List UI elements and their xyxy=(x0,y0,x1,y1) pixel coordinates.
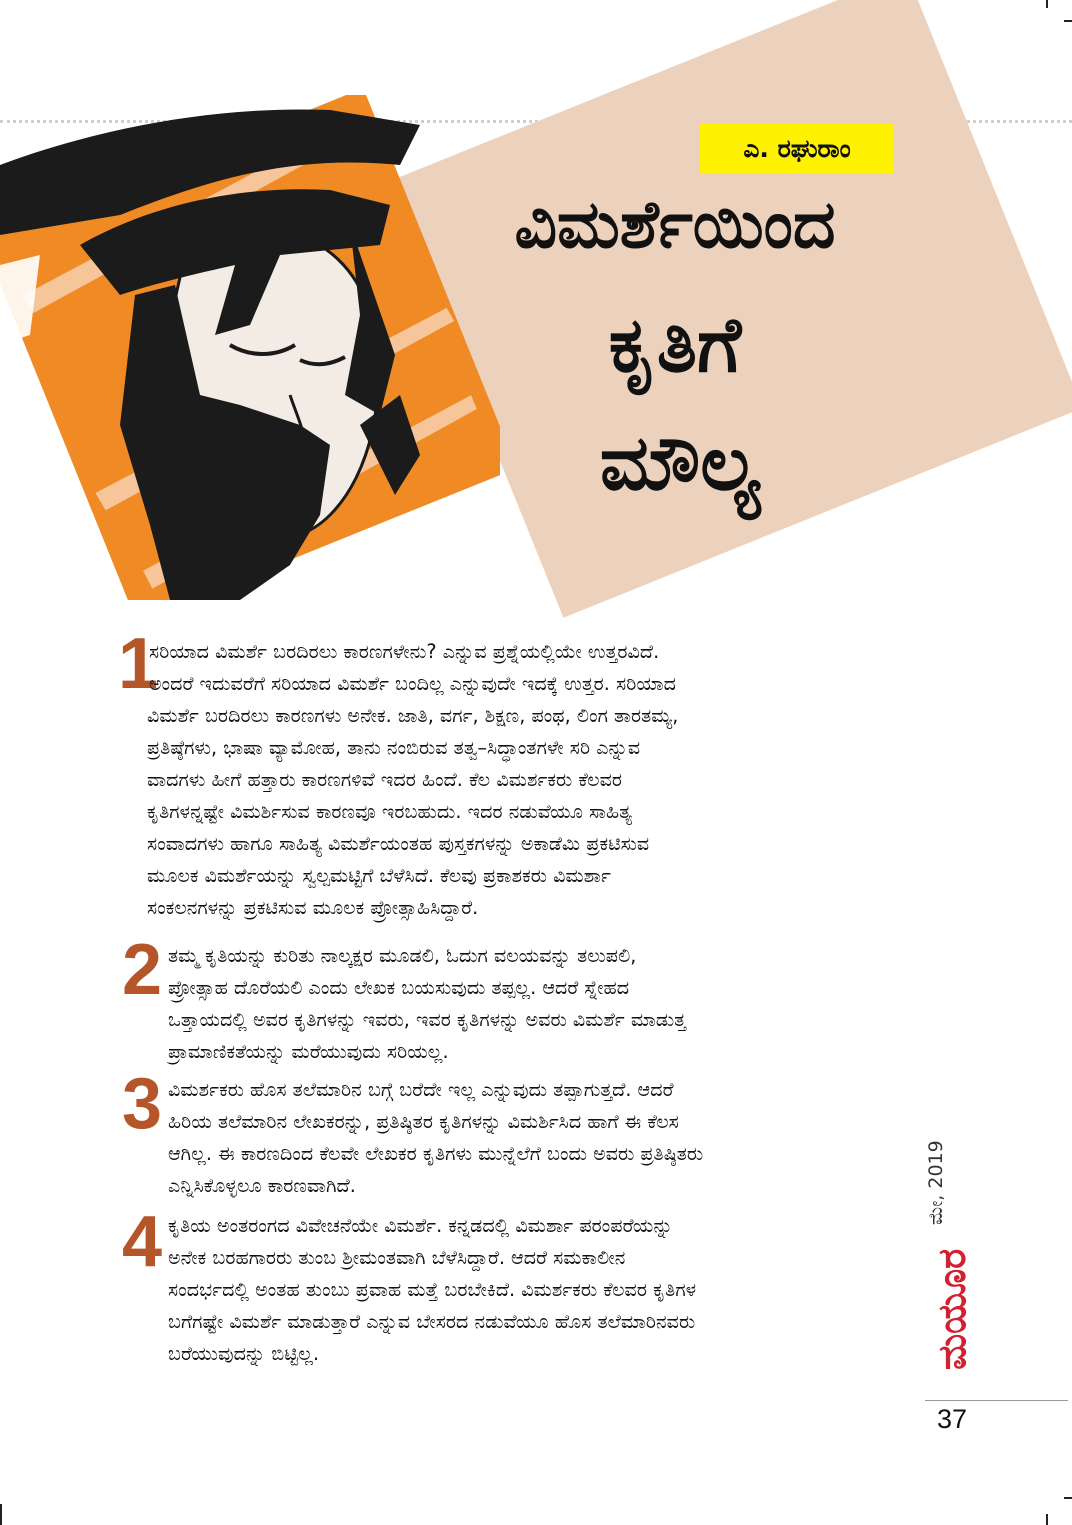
section-2-line-3: ಒತ್ತಾಯದಲ್ಲಿ ಅವರ ಕೃತಿಗಳನ್ನು ಇವರು, ಇವರ ಕೃತಿಗಳನ್ನು ಅವರು ವಿಮರ್ಶೆ ಮಾಡುತ್ತ xyxy=(168,1008,686,1031)
section-1-line-8: ಮೂಲಕ ವಿಮರ್ಶೆಯನ್ನು ಸ್ವಲ್ಪಮಟ್ಟಿಗೆ ಬೆಳೆಸಿದೆ. ಕೆಲವು ಪ್ರಕಾಶಕರು ವಿಮರ್ಶಾ xyxy=(147,864,611,887)
section-4-line-3: ಸಂದರ್ಭದಲ್ಲಿ ಅಂತಹ ತುಂಬು ಪ್ರವಾಹ ಮತ್ತೆ ಬರಬೇಕಿದೆ. ವಿಮರ್ಶಕರು ಕೆಲವರ ಕೃತಿಗಳ xyxy=(168,1278,697,1301)
section-2-text xyxy=(168,940,888,1068)
section-1-line-4: ಪ್ರತಿಷ್ಠೆಗಳು, ಭಾಷಾ ವ್ಯಾಮೋಹ, ತಾನು ನಂಬಿರುವ ತತ್ವ–ಸಿದ್ಧಾಂತಗಳೇ ಸರಿ ಎನ್ನುವ xyxy=(147,736,641,759)
crop-mark-right-bottom xyxy=(1064,1497,1072,1499)
section-number-2: 2 xyxy=(122,930,163,1010)
section-1-line-9: ಸಂಕಲನಗಳನ್ನು ಪ್ರಕಟಿಸುವ ಮೂಲಕ ಪ್ರೋತ್ಸಾಹಿಸಿದ್ದಾರೆ. xyxy=(147,896,479,919)
section-1-line-5: ವಾದಗಳು ಹೀಗೆ ಹತ್ತಾರು ಕಾರಣಗಳಿವೆ ಇದರ ಹಿಂದೆ. ಕೆಲ ವಿಮರ್ಶಕರು ಕೆಲವರ xyxy=(147,768,623,791)
section-2-line-4: ಪ್ರಾಮಾಣಿಕತೆಯನ್ನು ಮರೆಯುವುದು ಸರಿಯಲ್ಲ. xyxy=(168,1040,449,1063)
section-3-line-1: ವಿಮರ್ಶಕರು ಹೊಸ ತಲೆಮಾರಿನ ಬಗ್ಗೆ ಬರೆದೇ ಇಲ್ಲ ಎನ್ನುವುದು ತಪ್ಪಾಗುತ್ತದೆ. ಆದರೆ xyxy=(168,1078,674,1101)
section-2-line-2: ಪ್ರೋತ್ಸಾಹ ದೊರೆಯಲಿ ಎಂದು ಲೇಖಕ ಬಯಸುವುದು ತಪ್ಪಲ್ಲ. ಆದರೆ ಸ್ನೇಹದ xyxy=(168,976,630,999)
section-2-line-1: ತಮ್ಮ ಕೃತಿಯನ್ನು ಕುರಿತು ನಾಲ್ಕಕ್ಷರ ಮೂಡಲಿ, ಓದುಗ ವಲಯವನ್ನು ತಲುಪಲಿ, xyxy=(168,944,637,967)
section-1-text xyxy=(147,636,892,924)
issue-date: ಮೇ, 2019 xyxy=(925,1140,947,1225)
section-4-text xyxy=(168,1210,893,1370)
article-title-line-3: ಮೌಲ್ಯ xyxy=(599,418,761,507)
section-number-3: 3 xyxy=(122,1064,163,1144)
crop-mark-bottom-left xyxy=(0,1504,2,1525)
section-3-text xyxy=(168,1074,893,1202)
section-4-line-2: ಅನೇಕ ಬರಹಗಾರರು ತುಂಬ ಶ್ರೀಮಂತವಾಗಿ ಬೆಳೆಸಿದ್ದಾರೆ. ಆದರೆ ಸಮಕಾಲೀನ xyxy=(168,1246,626,1269)
section-number-4: 4 xyxy=(122,1202,163,1282)
section-1-line-1: ಸರಿಯಾದ ವಿಮರ್ಶೆ ಬರದಿರಲು ಕಾರಣಗಳೇನು? ಎನ್ನುವ ಪ್ರಶ್ನೆಯಲ್ಲಿಯೇ ಉತ್ತರವಿದೆ. xyxy=(149,640,660,663)
crop-mark-bottom-right xyxy=(1046,1514,1048,1525)
section-1-line-2: ಅಂದರೆ ಇದುವರೆಗೆ ಸರಿಯಾದ ವಿಮರ್ಶೆ ಬಂದಿಲ್ಲ ಎನ್ನುವುದೇ ಇದಕ್ಕೆ ಉತ್ತರ. ಸರಿಯಾದ xyxy=(149,672,677,695)
section-1-line-7: ಸಂವಾದಗಳು ಹಾಗೂ ಸಾಹಿತ್ಯ ವಿಮರ್ಶೆಯಂತಹ ಪುಸ್ತಕಗಳನ್ನು ಅಕಾಡೆಮಿ ಪ್ರಕಟಿಸುವ xyxy=(147,832,650,855)
section-4-line-4: ಬಗೆಗಷ್ಟೇ ವಿಮರ್ಶೆ ಮಾಡುತ್ತಾರೆ ಎನ್ನುವ ಬೇಸರದ ನಡುವೆಯೂ ಹೊಸ ತಲೆಮಾರಿನವರು xyxy=(168,1310,696,1333)
illustration-hands-framing-face xyxy=(0,95,500,600)
section-number-1: 1 xyxy=(118,624,159,704)
page-number: 37 xyxy=(937,1404,968,1434)
section-3-line-2: ಹಿರಿಯ ತಲೆಮಾರಿನ ಲೇಖಕರನ್ನು, ಪ್ರತಿಷ್ಠಿತರ ಕೃತಿಗಳನ್ನು ವಿಮರ್ಶಿಸಿದ ಹಾಗೆ ಈ ಕೆಲಸ xyxy=(168,1110,679,1133)
section-3-line-4: ಎನ್ನಿಸಿಕೊಳ್ಳಲೂ ಕಾರಣವಾಗಿದೆ. xyxy=(168,1174,356,1197)
section-1-line-3: ವಿಮರ್ಶೆ ಬರದಿರಲು ಕಾರಣಗಳು ಅನೇಕ. ಜಾತಿ, ವರ್ಗ, ಶಿಕ್ಷಣ, ಪಂಥ, ಲಿಂಗ ತಾರತಮ್ಯ, xyxy=(147,704,679,727)
page-number-rule xyxy=(925,1400,1068,1401)
article-title-line-1: ವಿಮರ್ಶೆಯಿಂದ xyxy=(514,186,836,263)
section-1-line-6: ಕೃತಿಗಳನ್ನಷ್ಟೇ ವಿಮರ್ಶಿಸುವ ಕಾರಣವೂ ಇರಬಹುದು. ಇದರ ನಡುವೆಯೂ ಸಾಹಿತ್ಯ xyxy=(147,800,633,823)
magazine-logo: ಮಯೂರ xyxy=(930,1248,974,1370)
section-3-line-3: ಆಗಿಲ್ಲ. ಈ ಕಾರಣದಿಂದ ಕೆಲವೇ ಲೇಖಕರ ಕೃತಿಗಳು ಮುನ್ನೆಲೆಗೆ ಬಂದು ಅವರು ಪ್ರತಿಷ್ಠಿತರು xyxy=(168,1142,704,1165)
author-name: ಎ. ರಘುರಾಂ xyxy=(700,124,894,174)
section-4-line-1: ಕೃತಿಯ ಅಂತರಂಗದ ವಿವೇಚನೆಯೇ ವಿಮರ್ಶೆ. ಕನ್ನಡದಲ್ಲಿ ವಿಮರ್ಶಾ ಪರಂಪರೆಯನ್ನು xyxy=(168,1214,673,1237)
article-title-line-2: ಕೃತಿಗೆ xyxy=(608,300,742,389)
crop-mark-top-right xyxy=(1046,0,1048,8)
section-4-line-5: ಬರೆಯುವುದನ್ನು ಬಿಟ್ಟಿಲ್ಲ. xyxy=(168,1342,320,1365)
crop-mark-right-top xyxy=(1064,20,1072,22)
